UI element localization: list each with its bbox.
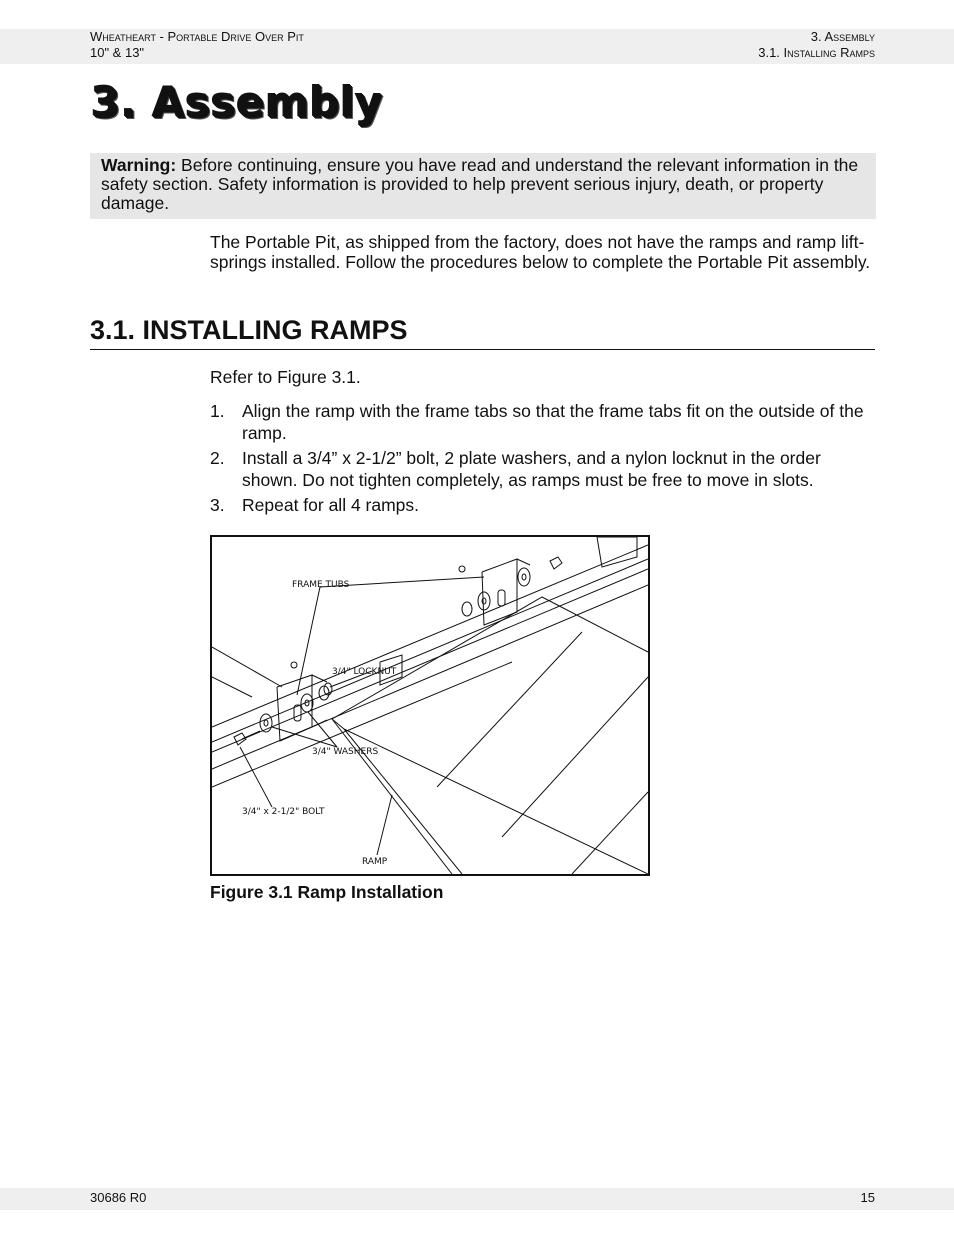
label-frame-tubs: FRAME TUBS (292, 580, 350, 590)
label-ramp: RAMP (362, 857, 388, 867)
page-header (0, 29, 954, 64)
ramp-installation-figure (210, 535, 650, 876)
step-text: Repeat for all 4 ramps. (242, 495, 420, 515)
header-chapter: 3. Assembly (810, 29, 875, 44)
label-locknut: 3/4" LOCKNUT (332, 667, 397, 677)
warning-box (90, 153, 876, 219)
warning-text: Before continuing, ensure you have read and understand the relevant information in the safety section. Safety information is provided to help prevent serious injury, death, or property damage. (101, 155, 859, 213)
footer-doc-number: 30686 R0 (90, 1190, 147, 1205)
header-model-sizes: 10" & 13" (90, 45, 145, 60)
step-number: 2. (210, 448, 225, 468)
refer-text: Refer to Figure 3.1. (210, 367, 361, 387)
steps-list (210, 400, 876, 519)
warning-label: Warning: (101, 155, 177, 175)
header-right (758, 29, 875, 61)
label-washers: 3/4" WASHERS (312, 747, 379, 757)
header-product-title: Wheatheart - Portable Drive Over Pit (90, 29, 304, 44)
header-section: 3.1. Installing Ramps (758, 45, 875, 60)
page-footer (0, 1188, 954, 1210)
header-left (90, 29, 304, 61)
step-number: 1. (210, 401, 225, 421)
chapter-title: 3. Assembly (90, 77, 382, 126)
list-item (210, 400, 876, 444)
list-item (210, 494, 876, 516)
intro-paragraph: The Portable Pit, as shipped from the factory, does not have the ramps and ramp lift-springs installed. Follow the procedures below to complete the Portable Pit assembly. (210, 232, 871, 272)
ramp-drawing (212, 537, 648, 874)
label-bolt: 3/4" x 2-1/2" BOLT (242, 807, 325, 817)
step-number: 3. (210, 495, 225, 515)
list-item (210, 447, 876, 491)
step-text: Align the ramp with the frame tabs so that the frame tabs fit on the outside of the ramp. (242, 401, 864, 443)
figure-caption: Figure 3.1 Ramp Installation (210, 882, 444, 902)
footer-page-number: 15 (860, 1190, 875, 1205)
step-text: Install a 3/4” x 2-1/2” bolt, 2 plate washers, and a nylon locknut in the order shown. Do not tighten completely, as ramps must be free to move in slots. (242, 448, 821, 490)
section-title: 3.1. INSTALLING RAMPS (90, 313, 875, 350)
